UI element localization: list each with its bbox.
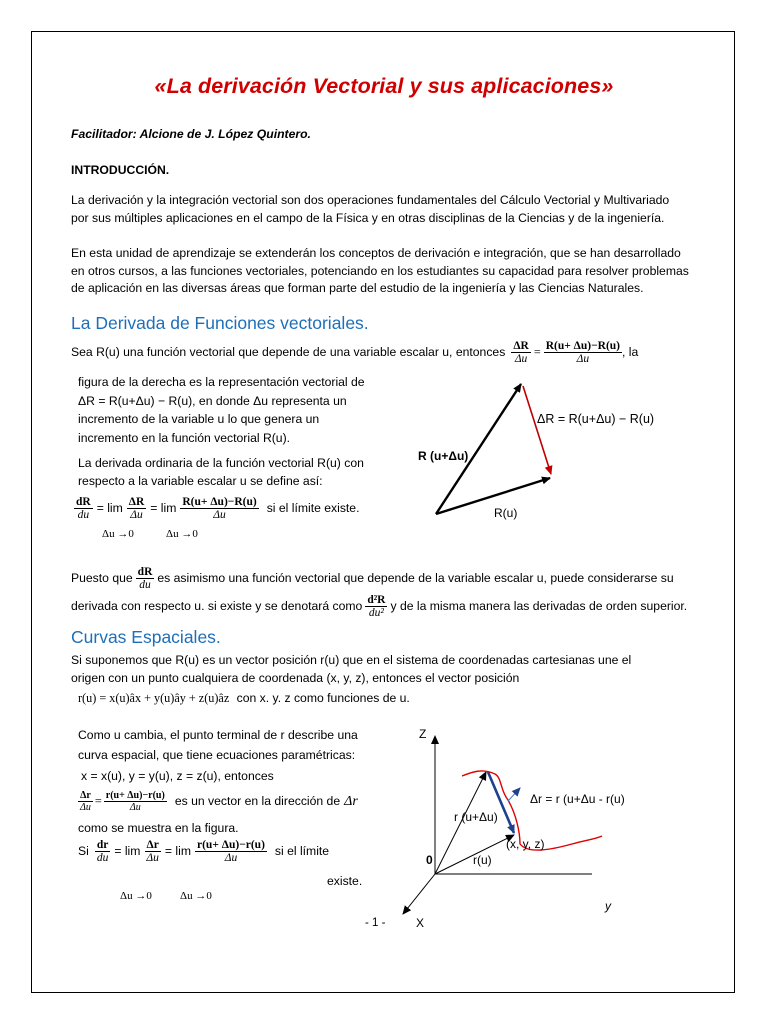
puesto-tail: es asimismo una función vectorial que depende de la variable escalar u, puede considerarse su <box>157 571 674 585</box>
fraction-denominator: du <box>96 852 109 864</box>
fraction-numerator: ΔR <box>513 340 529 352</box>
fraction-denominator: du <box>77 509 90 521</box>
si-text: Si <box>78 844 89 858</box>
curve-line-2: curva espacial, que tiene ecuaciones paramétricas: <box>78 748 356 762</box>
curve-description <box>78 725 358 765</box>
delta-r-symbol: Δr <box>344 794 358 809</box>
axis-z-label: Z <box>419 727 427 741</box>
curvas-paragraph <box>71 652 631 688</box>
delta-r-fraction <box>144 839 161 864</box>
limit-exists-text: si el límite existe. <box>266 501 360 515</box>
page-number: - 1 - <box>365 917 386 929</box>
label-r-u: r(u) <box>473 853 492 867</box>
limit-subscript: Δu →0 <box>120 890 152 902</box>
vector-r-u <box>436 478 550 514</box>
derivada-line <box>71 594 687 619</box>
document-title: «La derivación Vectorial y sus aplicaciones» <box>154 74 614 98</box>
position-vector-tail: con x. y. z como funciones de u. <box>236 691 410 705</box>
derivada-lead: derivada con respecto u. si existe y se denotará como <box>71 599 363 613</box>
label-r-u: R(u) <box>494 506 518 520</box>
facilitator-line: Facilitador: Alcione de J. López Quintero. <box>71 127 311 141</box>
parametric-equations: x = x(u), y = y(u), z = z(u), entonces <box>81 769 274 783</box>
fig-line-1: figura de la derecha es la representación vectorial de <box>78 375 365 389</box>
position-vector-line <box>78 690 410 707</box>
curve-line-1: Como u cambia, el punto terminal de r describe una <box>78 728 358 742</box>
limit-exists-text: si el límite <box>274 844 330 858</box>
intro-paragraph-1 <box>71 192 669 227</box>
fig-line-3: incremento de la variable u lo que genera un <box>78 412 320 426</box>
label-delta-r: ΔR = R(u+Δu) − R(u) <box>537 412 655 426</box>
fraction-numerator: Δr <box>80 790 91 801</box>
equals-lim: = lim <box>114 844 141 858</box>
delta-r-fraction <box>127 496 147 521</box>
delta-r-direction-line <box>78 790 358 813</box>
fraction-denominator: Δu <box>80 802 91 813</box>
puesto-que-line <box>71 566 674 591</box>
sea-tail-text: , la <box>622 345 639 359</box>
figure-description <box>78 373 365 447</box>
equals-lim: = lim <box>96 501 123 515</box>
fraction-numerator: d²R <box>367 594 386 606</box>
intro-paragraph-2 <box>71 245 689 298</box>
label-r-u-plus-du: r (u+Δu) <box>454 810 498 824</box>
intro-heading: INTRODUCCIÓN. <box>71 163 170 177</box>
space-curve-diagram <box>390 722 690 932</box>
derivative-fraction <box>95 839 111 864</box>
limit-subscript: Δu →0 <box>180 890 212 902</box>
fraction-numerator: r(u+ Δu)−r(u) <box>105 790 165 801</box>
intro-p1-line-2: por sus múltiples aplicaciones en el campo de la Física y en otras disciplinas de la Ciencias y de la ingeniería. <box>71 210 665 225</box>
position-vector-equation: r(u) = x(u)âx + y(u)ây + z(u)âz <box>78 691 230 705</box>
fraction-numerator: r(u+ Δu)−r(u) <box>197 839 265 851</box>
derivative-definition <box>74 496 359 521</box>
fraction-denominator: Δu <box>146 852 159 864</box>
intro-p2-line-2: en otros cursos, a las funciones vectoriales, potenciando en los estudiantes su capacidad para resolver problemas <box>71 263 689 278</box>
fraction-denominator: Δu <box>213 509 226 521</box>
derivada-tail: y de la misma manera las derivadas de orden superior. <box>390 599 688 613</box>
label-r-u-plus-du: R (u+Δu) <box>418 449 469 463</box>
delta-r-fraction <box>511 340 531 365</box>
fraction-denominator: du <box>139 579 151 591</box>
def-line-1: La derivada ordinaria de la función vectorial R(u) con <box>78 456 364 470</box>
curvas-line-2: origen con un punto cualquiera de coordenada (x, y, z), entonces el vector posición <box>71 670 520 685</box>
intro-p2-line-1: En esta unidad de aprendizaje se extenderán los conceptos de derivación e integración, que se han desarrollado <box>71 246 681 260</box>
derivative-fraction <box>136 566 155 591</box>
difference-quotient-fraction <box>104 790 167 813</box>
delta-r-fraction <box>78 790 93 813</box>
section-heading-derivada: La Derivada de Funciones vectoriales. <box>71 313 369 333</box>
fraction-numerator: R(u+ Δu)−R(u) <box>182 496 257 508</box>
x-axis <box>403 874 435 914</box>
equals-sign: = <box>533 345 541 359</box>
equals-sign: = <box>94 794 102 808</box>
limit-subscript: Δu →0 <box>102 528 134 540</box>
vector-delta-r <box>523 386 551 474</box>
fraction-denominator: Δu <box>514 353 528 365</box>
direction-text: es un vector en la dirección de <box>174 794 341 808</box>
intro-p2-line-3: de aplicación en las diversas áreas que forman parte del estudio de la ingeniería y las Ciencias Naturales. <box>71 281 644 295</box>
fraction-numerator: R(u+ Δu)−R(u) <box>545 340 621 352</box>
puesto-lead: Puesto que <box>71 571 133 585</box>
fraction-numerator: dR <box>76 496 91 508</box>
fig-line-2: ΔR = R(u+Δu) − R(u), en donde Δu representa un <box>78 393 347 408</box>
sea-line <box>71 340 638 365</box>
sea-lead-text: Sea R(u) una función vectorial que depende de una variable escalar u, entonces <box>71 345 506 359</box>
label-delta-r: Δr = r (u+Δu - r(u) <box>530 792 625 806</box>
fraction-numerator: Δr <box>146 839 159 851</box>
equals-lim: = lim <box>150 501 177 515</box>
curve-derivative-line <box>78 839 329 864</box>
difference-quotient-fraction <box>180 496 258 521</box>
tangent-arrow <box>508 788 520 801</box>
fraction-denominator: du² <box>368 607 384 619</box>
label-xyz: (x, y, z) <box>506 837 545 851</box>
second-derivative-fraction <box>365 594 387 619</box>
intro-p1-line-1: La derivación y la integración vectorial son dos operaciones fundamentales del Cálculo Vectorial y Multivariado <box>71 193 670 207</box>
definition-text <box>78 455 364 490</box>
fraction-numerator: ΔR <box>128 496 145 508</box>
fig-line-4: incremento en la función vectorial R(u). <box>78 430 291 445</box>
fraction-denominator: Δu <box>129 802 141 813</box>
fraction-numerator: dr <box>96 839 109 851</box>
fraction-denominator: Δu <box>576 353 590 365</box>
fraction-numerator: dR <box>137 566 153 578</box>
derivative-fraction <box>74 496 93 521</box>
difference-quotient-fraction <box>544 340 622 365</box>
difference-quotient-fraction <box>195 839 267 864</box>
def-line-2: respecto a la variable escalar u se define así: <box>78 473 323 488</box>
section-heading-curvas: Curvas Espaciales. <box>71 627 221 647</box>
como-se-muestra-text: como se muestra en la figura. <box>78 821 239 835</box>
equals-lim: = lim <box>164 844 191 858</box>
origin-label: 0 <box>426 853 433 867</box>
limit-subscript: Δu →0 <box>166 528 198 540</box>
fraction-denominator: Δu <box>224 852 238 864</box>
fraction-denominator: Δu <box>130 509 143 521</box>
axis-y-label: y <box>605 899 611 913</box>
axis-x-label: X <box>416 916 425 930</box>
curvas-line-1: Si suponemos que R(u) es un vector posición r(u) que en el sistema de coordenadas cartesianas une el <box>71 653 632 667</box>
vector-difference-diagram <box>410 372 690 532</box>
existe-text: existe. <box>327 874 363 888</box>
